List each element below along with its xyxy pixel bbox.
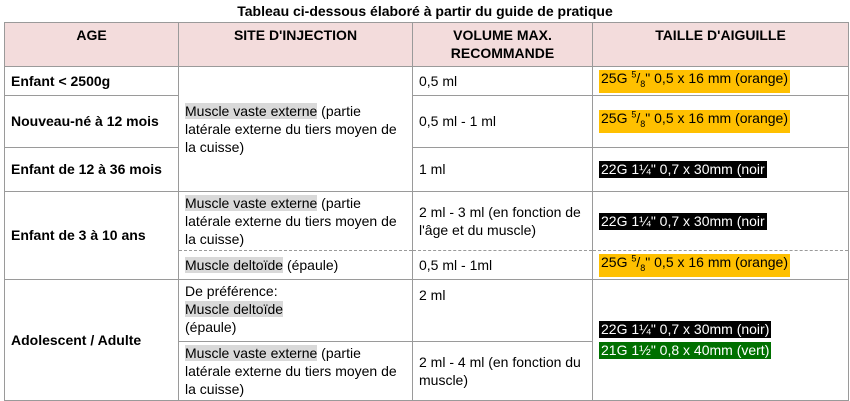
- site-muscle-name: Muscle vaste externe: [185, 194, 318, 211]
- site-cell: [179, 191, 413, 250]
- site-muscle-name: Muscle vaste externe: [185, 344, 318, 361]
- site-muscle-name: Muscle deltoïde: [185, 256, 284, 273]
- site-muscle-name: Muscle deltoïde: [185, 300, 284, 317]
- vaccination-guide-table: [4, 22, 849, 401]
- needle-cell: [593, 67, 849, 96]
- age-cell: Enfant < 2500g: [5, 67, 179, 96]
- needle-cell: [593, 279, 849, 400]
- table-title: Tableau ci-dessous élaboré à partir du guide de pratique: [237, 3, 613, 19]
- age-cell: Enfant de 12 à 36 mois: [5, 147, 179, 191]
- needle-tag-black: 22G 1¼" 0,7 x 30mm (noir: [601, 161, 765, 178]
- site-cell: [179, 279, 413, 341]
- site-description: (partie latérale externe du tiers moyen de la cuisse): [185, 194, 397, 247]
- site-cell: [179, 67, 413, 192]
- needle-cell: [593, 147, 849, 191]
- site-description: (partie latérale externe du tiers moyen de la cuisse): [185, 344, 397, 397]
- site-cell: [179, 341, 413, 400]
- site-muscle-name: Muscle vaste externe: [185, 102, 318, 119]
- volume-cell: 0,5 ml: [413, 67, 593, 96]
- table-row: [5, 279, 849, 341]
- volume-cell: 0,5 ml - 1 ml: [413, 95, 593, 147]
- needle-tag-black: 22G 1¼" 0,7 x 30mm (noir: [601, 212, 765, 229]
- site-description: (épaule): [185, 318, 237, 335]
- needle-cell: [593, 250, 849, 279]
- age-cell: Nouveau-né à 12 mois: [5, 95, 179, 147]
- site-description: (épaule): [283, 256, 339, 273]
- header-age: AGE: [5, 23, 179, 67]
- needle-tag-black: 22G 1¼" 0,7 x 30mm (noir): [601, 321, 770, 338]
- header-row: [5, 23, 849, 67]
- needle-tag-orange: 25G $^5/_8$" 0,5 x 16 mm (orange): [599, 70, 790, 93]
- table-row: [5, 147, 849, 191]
- volume-cell: 2 ml - 4 ml (en fonction du muscle): [413, 341, 593, 400]
- needle-cell: [593, 95, 849, 147]
- header-volume: VOLUME MAX. RECOMMANDE: [413, 23, 593, 67]
- table-row: [5, 95, 849, 147]
- age-cell: Adolescent / Adulte: [5, 279, 179, 400]
- needle-tag-orange: 25G $^5/_8$" 0,5 x 16 mm (orange): [599, 110, 790, 133]
- needle-tag-orange: 25G $^5/_8$" 0,5 x 16 mm (orange): [599, 254, 790, 277]
- site-description: (partie latérale externe du tiers moyen de la cuisse): [185, 102, 397, 155]
- needle-cell: [593, 191, 849, 250]
- volume-cell: 0,5 ml - 1ml: [413, 250, 593, 279]
- table-row: [5, 67, 849, 96]
- site-cell: [179, 250, 413, 279]
- needle-tag-green: 21G 1½" 0,8 x 40mm (vert): [601, 342, 770, 359]
- age-cell: Enfant de 3 à 10 ans: [5, 191, 179, 279]
- volume-cell: 2 ml - 3 ml (en fonction de l'âge et du muscle): [413, 191, 593, 250]
- table-row: [5, 191, 849, 250]
- volume-cell: 2 ml: [413, 279, 593, 341]
- volume-cell: 1 ml: [413, 147, 593, 191]
- preference-label: De préférence:: [185, 282, 278, 299]
- header-needle: TAILLE D'AIGUILLE: [593, 23, 849, 67]
- header-site: SITE D'INJECTION: [179, 23, 413, 67]
